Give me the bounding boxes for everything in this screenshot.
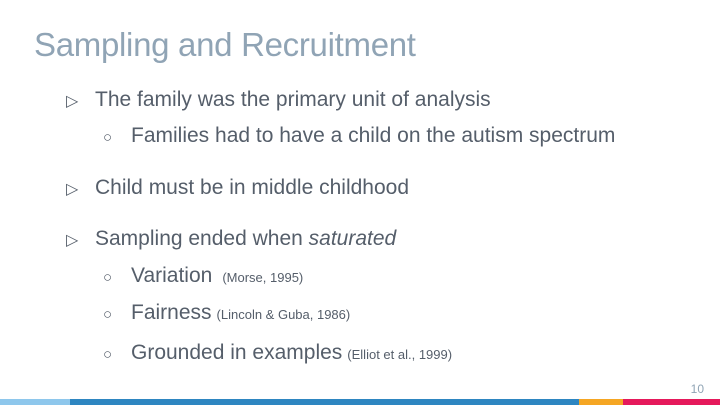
color-bar-segment bbox=[579, 399, 623, 405]
sub-bullet-text: Fairness bbox=[131, 301, 212, 324]
emphasis-text: saturated bbox=[308, 227, 397, 250]
bullet-text: Sampling ended when bbox=[95, 227, 309, 250]
citation: (Lincoln & Guba, 1986) bbox=[216, 307, 351, 322]
sub-bullet-text: Families had to have a child on the autism spectrum bbox=[131, 124, 616, 147]
circle-bullet-icon: ○ bbox=[103, 346, 113, 363]
sub-bullet-text: Grounded in examples bbox=[131, 341, 343, 364]
color-bar-segment bbox=[0, 399, 70, 405]
bullet-item bbox=[66, 226, 396, 254]
color-bar bbox=[0, 399, 720, 405]
circle-bullet-icon: ○ bbox=[103, 269, 113, 286]
bullet-text: Child must be in middle childhood bbox=[95, 176, 410, 199]
sub-bullet-text: Variation bbox=[131, 264, 213, 287]
slide-title: Sampling and Recruitment bbox=[34, 26, 416, 63]
triangle-bullet-icon: ▷ bbox=[66, 93, 79, 110]
sub-bullet-item bbox=[103, 300, 350, 328]
bullet-item bbox=[66, 87, 491, 115]
color-bar-segment bbox=[623, 399, 720, 405]
citation: (Elliot et al., 1999) bbox=[347, 347, 453, 362]
circle-bullet-icon: ○ bbox=[103, 129, 113, 146]
page-number: 10 bbox=[690, 382, 704, 396]
triangle-bullet-icon: ▷ bbox=[66, 232, 79, 249]
circle-bullet-icon: ○ bbox=[103, 306, 113, 323]
sub-bullet-item bbox=[103, 340, 452, 368]
citation: (Morse, 1995) bbox=[222, 270, 304, 285]
sub-bullet-item bbox=[103, 263, 303, 291]
bullet-item bbox=[66, 175, 409, 203]
triangle-bullet-icon: ▷ bbox=[66, 181, 79, 198]
bullet-text: The family was the primary unit of analysis bbox=[95, 88, 491, 111]
sub-bullet-item bbox=[103, 123, 615, 151]
color-bar-segment bbox=[70, 399, 579, 405]
